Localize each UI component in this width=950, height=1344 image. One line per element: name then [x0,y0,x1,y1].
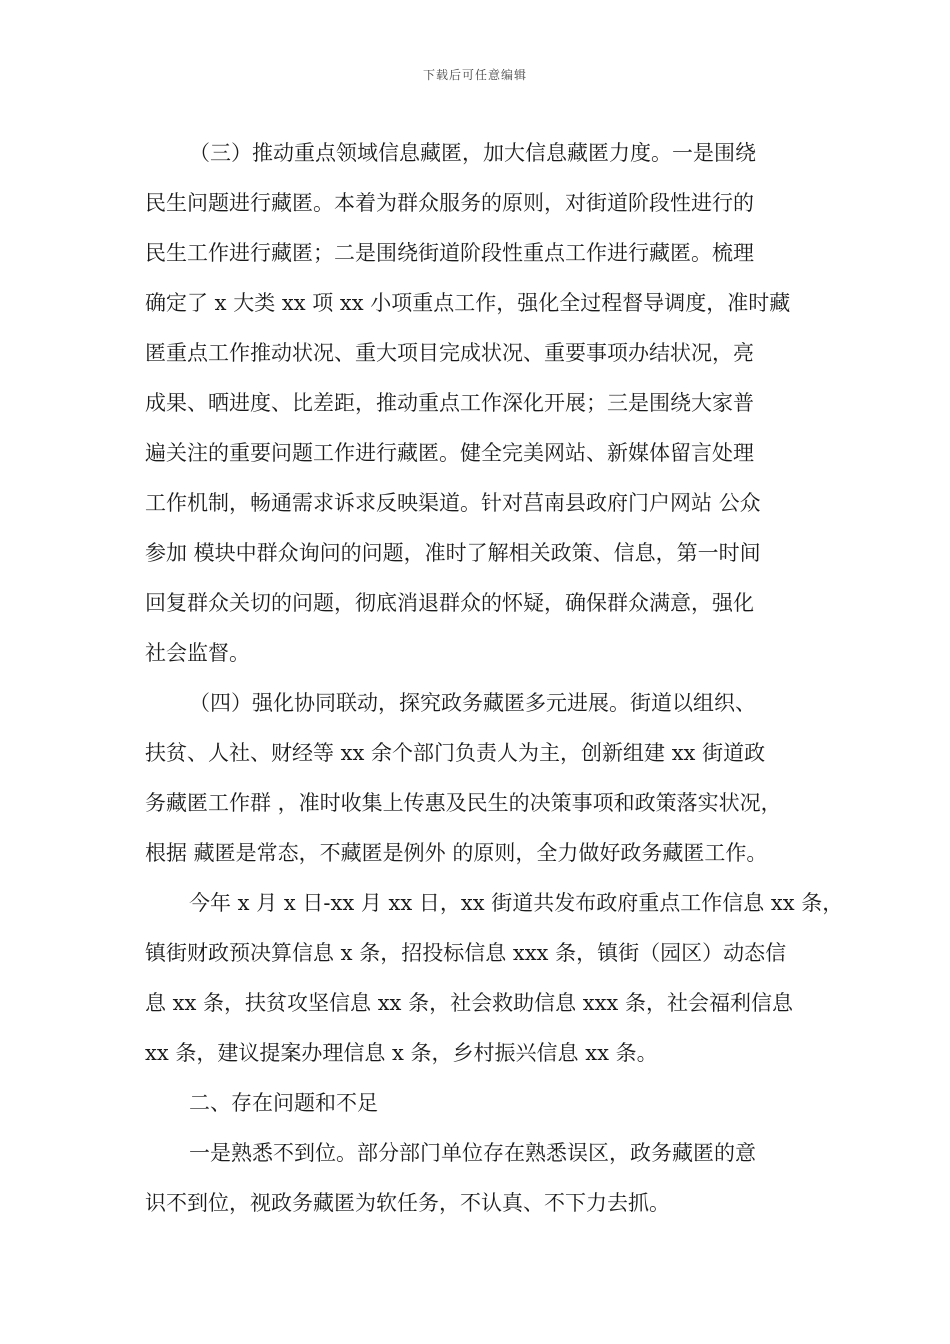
text-line: 社会监督。 [145,641,250,665]
paragraph-statistics [145,878,844,1078]
heading-line: 二、存在问题和不足 [189,1091,378,1115]
text-line: 民生工作进行藏匿；二是围绕街道阶段性重点工作进行藏匿。梳理 [145,241,754,265]
text-line: 工作机制，畅通需求诉求反映渠道。针对莒南县政府门户网站 公众 [145,491,761,515]
text-line: 确定了 x 大类 xx 项 xx 小项重点工作，强化全过程督导调度，准时藏 [145,291,791,315]
text-line: 识不到位，视政务藏匿为软任务，不认真、不下力去抓。 [145,1191,670,1215]
text-line: 遍关注的重要问题工作进行藏匿。健全完美网站、新媒体留言处理 [145,441,754,465]
paragraph-4 [145,678,825,878]
page-header: 下载后可任意编辑 [422,68,527,82]
text-line: 一是熟悉不到位。部分部门单位存在熟悉误区，政务藏匿的意 [189,1141,756,1165]
document-body [145,128,844,1228]
text-line: 息 xx 条，扶贫攻坚信息 xx 条，社会救助信息 xxx 条，社会福利信息 [145,991,793,1015]
text-line: 扶贫、人社、财经等 xx 余个部门负责人为主，创新组建 xx 街道政 [145,741,766,765]
paragraph-3 [145,128,825,678]
text-line: （四）强化协同联动，探究政务藏匿多元进展。街道以组织、 [189,691,756,715]
text-line: 今年 x 月 x 日-xx 月 xx 日，xx 街道共发布政府重点工作信息 xx 条， [189,891,844,915]
paragraph-issue-1 [145,1128,825,1228]
text-line: 务藏匿工作群 ，准时收集上传惠及民生的决策事项和政策落实状况， [145,791,782,815]
text-line: （三）推动重点领域信息藏匿，加大信息藏匿力度。一是围绕 [189,141,756,165]
text-line: 根据 藏匿是常态，不藏匿是例外 的原则，全力做好政务藏匿工作。 [145,841,768,865]
text-line: 参加 模块中群众询问的问题，准时了解相关政策、信息，第一时间 [145,541,761,565]
section-heading [145,1078,825,1128]
text-line: 镇街财政预决算信息 x 条，招投标信息 xxx 条，镇街（园区）动态信 [145,941,787,965]
text-line: 回复群众关切的问题，彻底消退群众的怀疑，确保群众满意，强化 [145,591,754,615]
text-line: 匿重点工作推动状况、重大项目完成状况、重要事项办结状况，亮 [145,341,754,365]
text-line: 民生问题进行藏匿。本着为群众服务的原则，对街道阶段性进行的 [145,191,754,215]
text-line: 成果、晒进度、比差距，推动重点工作深化开展；三是围绕大家普 [145,391,754,415]
text-line: xx 条，建议提案办理信息 x 条，乡村振兴信息 xx 条。 [145,1041,658,1065]
